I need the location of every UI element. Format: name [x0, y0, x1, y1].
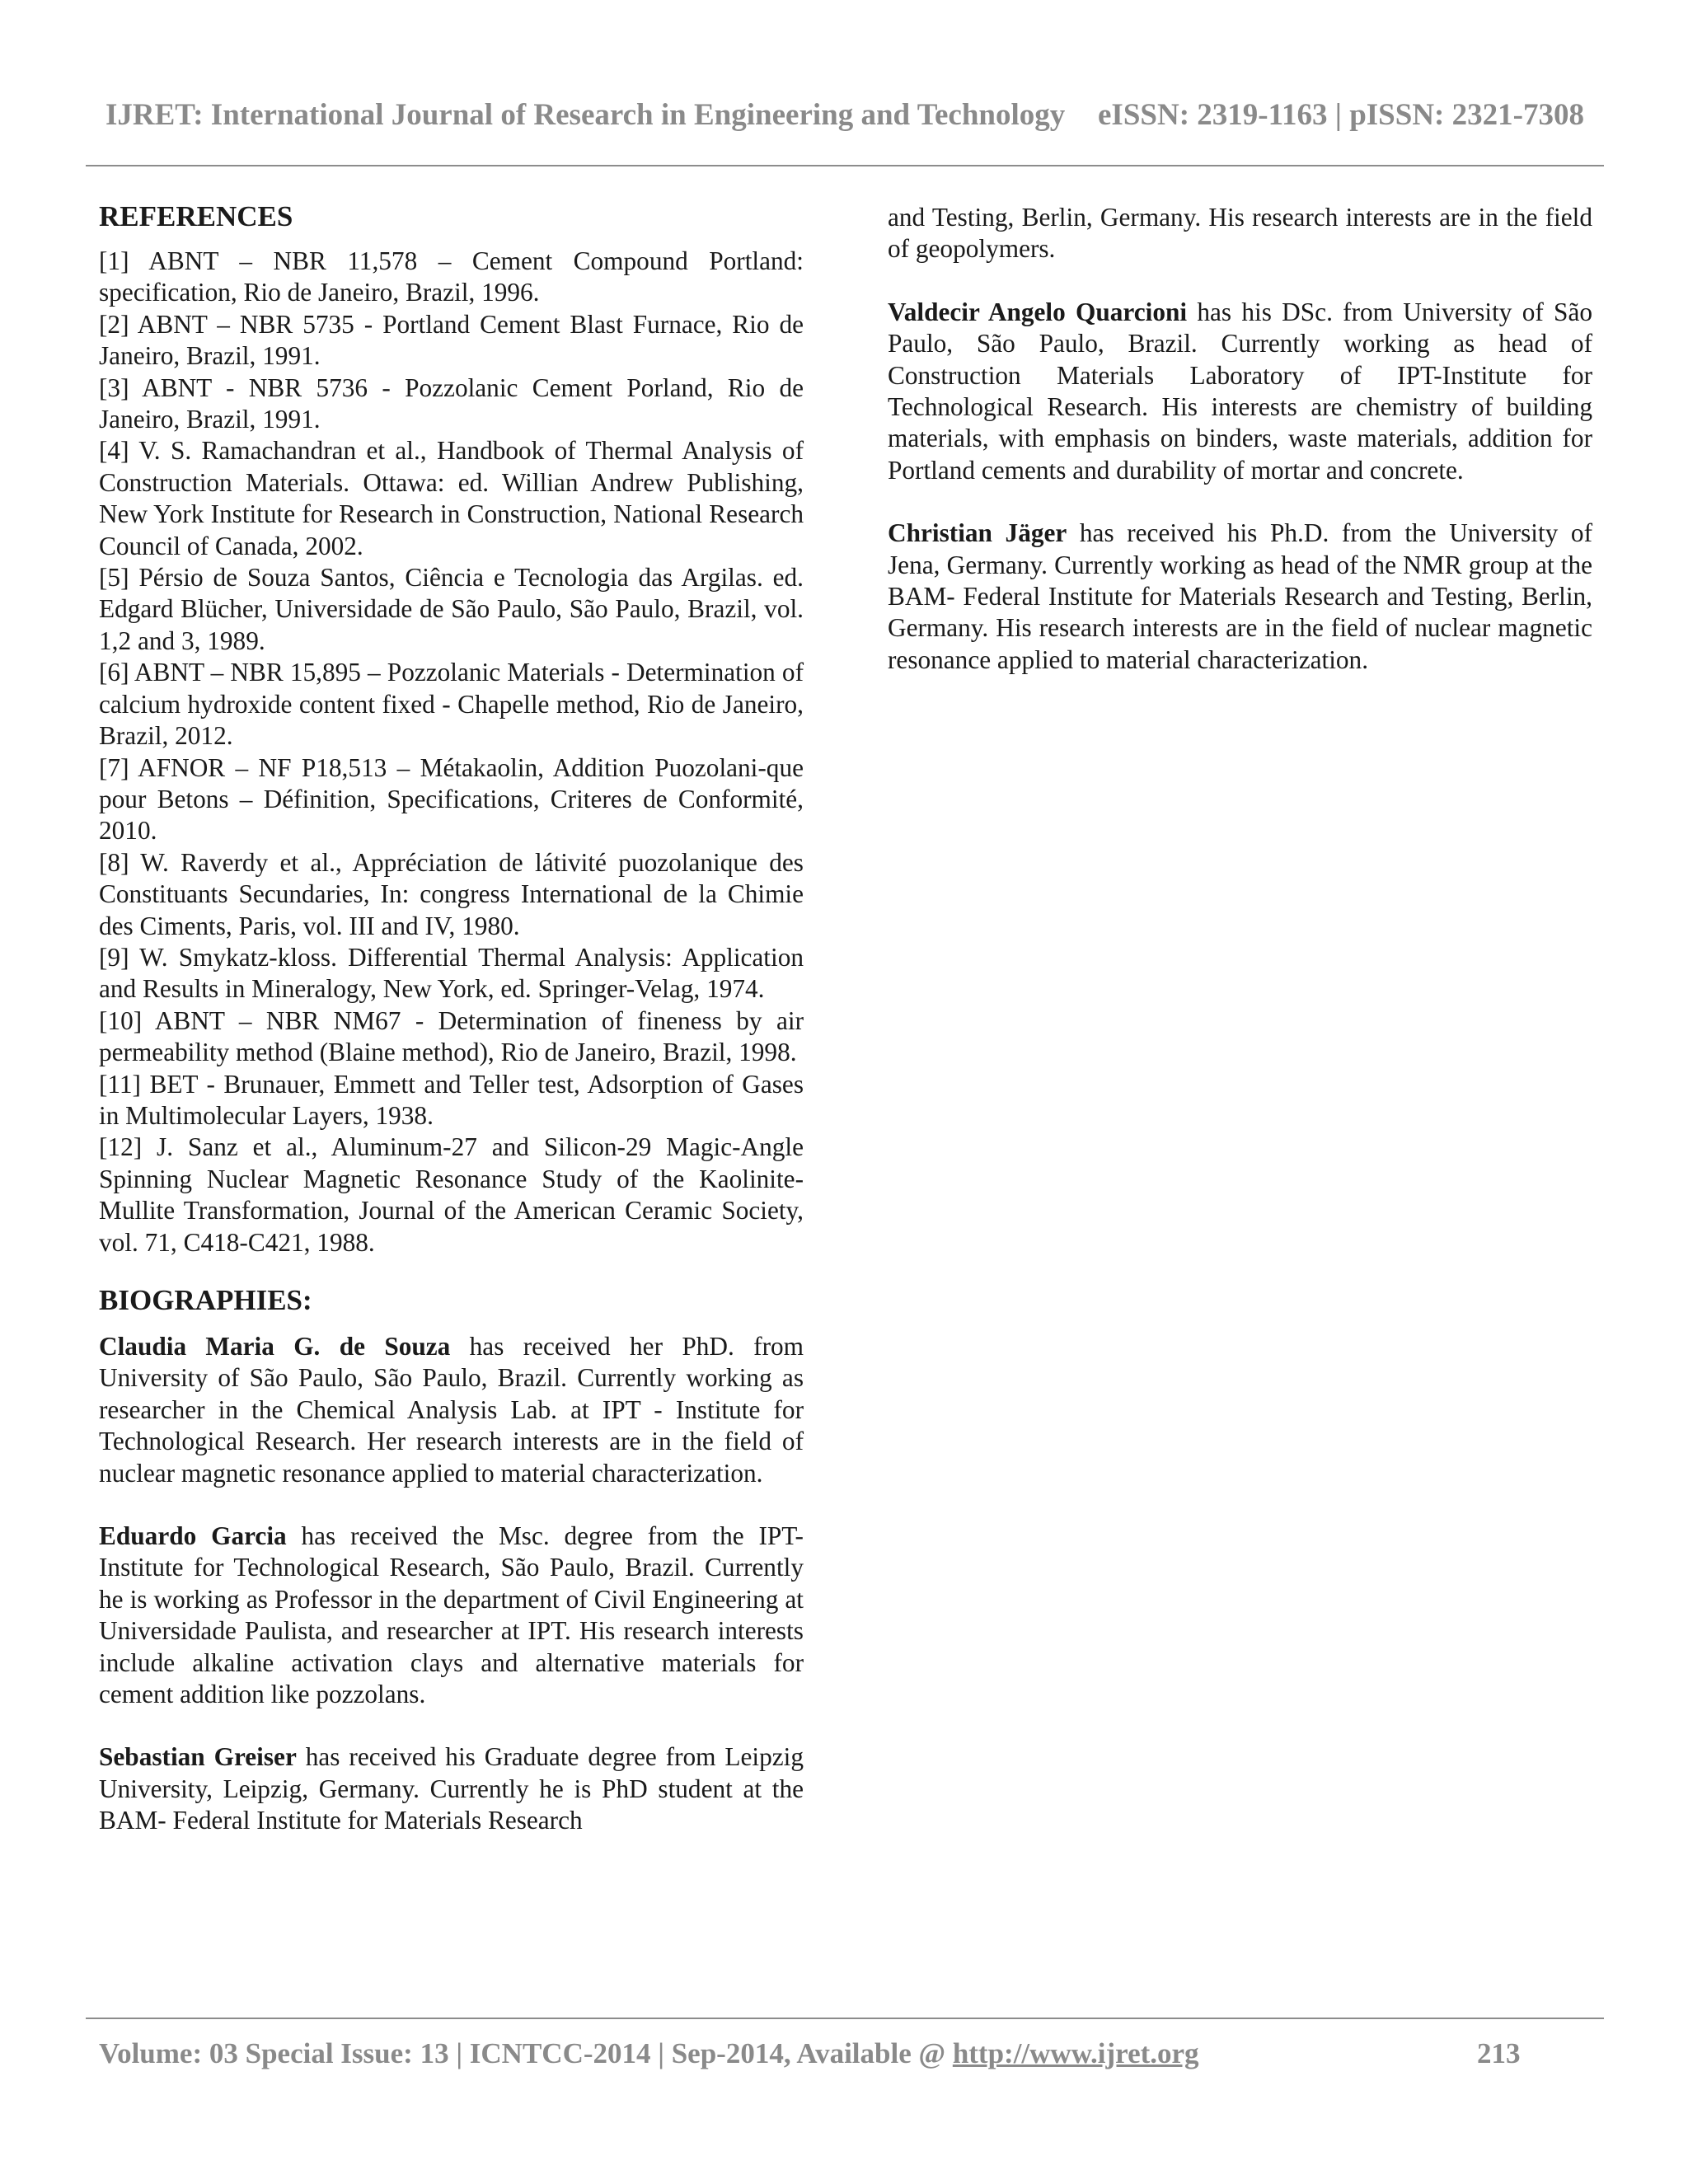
reference-item: [2] ABNT – NBR 5735 - Portland Cement Blast Furnace, Rio de Janeiro, Brazil, 1991.: [99, 309, 804, 371]
biography-text: has his DSc. from University of São Paulo, São Paulo, Brazil. Currently working as head of Construction Materials Laboratory of IPT-Institute for Technological Research. His interests are chemistry of building materials, with emphasis on binders, waste materials, addition for Portland cements and durability of mortar and concrete.: [888, 297, 1592, 485]
biography-text: has received her PhD. from University of São Paulo, São Paulo, Brazil. Currently working as researcher in the Chemical Analysis Lab. at IPT - Institute for Technological Research. Her research interests are in the field of nuclear magnetic resonance applied to material characterization.: [99, 1332, 804, 1488]
reference-list: [99, 246, 804, 1258]
reference-item: [10] ABNT – NBR NM67 - Determination of fineness by air permeability method (Blaine method), Rio de Janeiro, Brazil, 1998.: [99, 1005, 804, 1067]
reference-item: [7] AFNOR – NF P18,513 – Métakaolin, Addition Puozolani-que pour Betons – Définition, Specifications, Criteres de Conformité, 2010.: [99, 752, 804, 846]
footer-rule: [86, 2018, 1604, 2019]
author-name: Eduardo Garcia: [99, 1521, 287, 1551]
reference-item: [3] ABNT - NBR 5736 - Pozzolanic Cement Porland, Rio de Janeiro, Brazil, 1991.: [99, 373, 804, 434]
right-column: [888, 202, 1592, 707]
reference-item: [8] W. Raverdy et al., Appréciation de látivité puozolanique des Constituants Secundaries, In: congress International de la Chimie des Ciments, Paris, vol. III and IV, 1980.: [99, 847, 804, 940]
biography-paragraph: [888, 518, 1592, 676]
biography-paragraph: [99, 1741, 804, 1836]
biography-text: has received his Graduate degree from Leipzig University, Leipzig, Germany. Currently he is PhD student at the BAM- Federal Institute for Materials Research: [99, 1742, 804, 1835]
author-name: Christian Jäger: [888, 518, 1067, 548]
biography-text: has received his Ph.D. from the University of Jena, Germany. Currently working as head of the NMR group at the BAM- Federal Institute for Materials Research and Testing, Berlin, Germany. His research interests are in the field of nuclear magnetic resonance applied to material characterization.: [888, 518, 1593, 674]
author-name: Sebastian Greiser: [99, 1742, 297, 1772]
biography-text: has received the Msc. degree from the IPT-Institute for Technological Research, São Paulo, Brazil. Currently he is working as Professor in the department of Civil Engineering at Universidade Paulista, and researcher at IPT. His research interests include alkaline activation clays and alternative materials for cement addition like pozzolans.: [99, 1521, 804, 1709]
biography-paragraph: [99, 1331, 804, 1489]
reference-item: [9] W. Smykatz-kloss. Differential Thermal Analysis: Application and Results in Mineralogy, New York, ed. Springer-Velag, 1974.: [99, 942, 804, 1004]
volume-text: Volume: 03 Special Issue: 13 | ICNTCC-2014 | Sep-2014, Available @: [99, 2037, 953, 2069]
biographies-heading: BIOGRAPHIES:: [99, 1284, 312, 1316]
reference-item: [11] BET - Brunauer, Emmett and Teller test, Adsorption of Gases in Multimolecular Layers, 1938.: [99, 1069, 804, 1130]
biography-continuation: and Testing, Berlin, Germany. His research interests are in the field of geopolymers.: [888, 203, 1592, 264]
reference-item: [5] Pérsio de Souza Santos, Ciência e Tecnologia das Argilas. ed. Edgard Blücher, Universidade de São Paulo, São Paulo, Brazil, vol. 1,2 and 3, 1989.: [99, 563, 804, 655]
header-rule: [86, 165, 1604, 166]
author-name: Valdecir Angelo Quarcioni: [888, 297, 1188, 326]
biography-paragraph: [99, 1521, 804, 1710]
reference-item: [12] J. Sanz et al., Aluminum-27 and Silicon-29 Magic-Angle Spinning Nuclear Magnetic Resonance Study of the Kaolinite-Mullite Transformation, Journal of the American Ceramic Society, vol. 71, C418-C421, 1988.: [99, 1132, 804, 1257]
journal-link[interactable]: http://www.ijret.org: [952, 2037, 1199, 2069]
journal-title: IJRET: International Journal of Research in Engineering and Technology: [106, 98, 1066, 132]
reference-item: [1] ABNT – NBR 11,578 – Cement Compound Portland: specification, Rio de Janeiro, Brazil, 1996.: [99, 246, 804, 307]
volume-info: [99, 2037, 1199, 2070]
left-column: [99, 199, 804, 1868]
reference-item: [6] ABNT – NBR 15,895 – Pozzolanic Materials - Determination of calcium hydroxide content fixed - Chapelle method, Rio de Janeiro, Brazil, 2012.: [99, 658, 804, 751]
issn: eISSN: 2319-1163 | pISSN: 2321-7308: [1098, 98, 1584, 132]
reference-item: [4] V. S. Ramachandran et al., Handbook of Thermal Analysis of Construction Materials. Ottawa: ed. Willian Andrew Publishing, New York Institute for Research in Construction, National Research Council of Canada, 2002.: [99, 436, 804, 560]
author-name: Claudia Maria G. de Souza: [99, 1332, 451, 1361]
biography-paragraph: [888, 297, 1592, 486]
references-heading: REFERENCES: [99, 200, 293, 232]
page-number: 213: [1477, 2037, 1521, 2069]
